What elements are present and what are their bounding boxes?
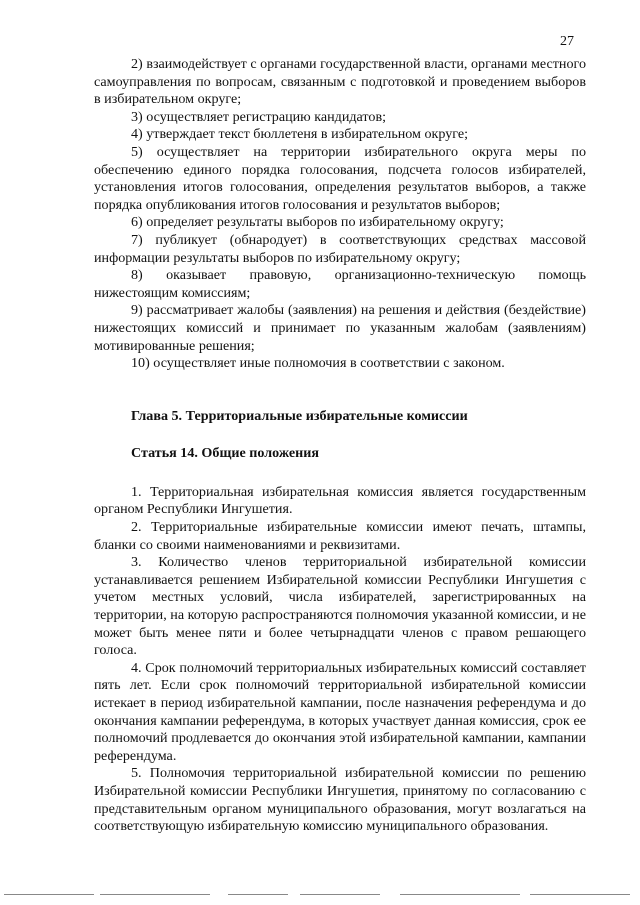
list-item: 9) рассматривает жалобы (заявления) на решения и действия (бездействие) нижестоящих комиссий и принимает по указанным жалобам (заявлениям) мотивированные решения; bbox=[94, 302, 586, 354]
list-item: 10) осуществляет иные полномочия в соответствии с законом. bbox=[131, 355, 505, 372]
article-paragraph: 4. Срок полномочий территориальных избирательных комиссий составляет пять лет. Если срок полномочий территориальной избирательной комиссии истекает в период избирательной кампании, после назначения референдума и до окончания кампании референдума, в которых участвует данная комиссия, срок ее полномочий продлевается до окончания этой избирательной кампании, кампании референдума. bbox=[94, 659, 586, 764]
list-item: 8) оказывает правовую, организационно-техническую помощь нижестоящим комиссиям; bbox=[94, 267, 586, 301]
list-item: 5) осуществляет на территории избирательного округа меры по обеспечению единого порядка голосования, подсчета голосов избирателей, установления итогов голосования, определения результатов выборов, а также порядка опубликования итогов голосования и результатов выборов; bbox=[94, 143, 586, 213]
article-paragraph: 3. Количество членов территориальной избирательной комиссии устанавливается решением Избирательной комиссии Республики Ингушетия с учетом местных условий, числа избирателей, зарегистрированных на территории, на которую распространяются полномочия указанной комиссии, и не может быть менее пяти и более четырнадцати членов с правом решающего голоса. bbox=[94, 554, 586, 659]
list-item: 4) утверждает текст бюллетеня в избирательном округе; bbox=[131, 126, 469, 143]
scan-edge-line bbox=[0, 894, 640, 896]
list-item: 3) осуществляет регистрацию кандидатов; bbox=[131, 108, 387, 125]
article-title: Статья 14. Общие положения bbox=[131, 445, 319, 462]
items-continued-list bbox=[94, 56, 586, 373]
article-paragraphs bbox=[94, 484, 586, 836]
article-paragraph: 2. Территориальные избирательные комиссии имеют печать, штампы, бланки со своими наименованиями и реквизитами. bbox=[94, 519, 586, 553]
document-body bbox=[94, 56, 586, 836]
list-item: 7) публикует (обнародует) в соответствующих средствах массовой информации результаты выборов по избирательному округу; bbox=[94, 231, 586, 266]
list-item: 2) взаимодействует с органами государственной власти, органами местного самоуправления по вопросам, связанным с подготовкой и проведением выборов в избирательном округе; bbox=[94, 56, 586, 108]
article-paragraph: 5. Полномочия территориальной избирательной комиссии по решению Избирательной комиссии Республики Ингушетия, принятому по согласованию с представительным органом муниципального образования, могут возлагаться на соответствующую избирательную комиссию муниципального образования. bbox=[94, 765, 586, 835]
page-number: 27 bbox=[560, 34, 574, 49]
article-paragraph: 1. Территориальная избирательная комиссия является государственным органом Республики Ингушетия. bbox=[94, 483, 586, 518]
list-item: 6) определяет результаты выборов по избирательному округу; bbox=[131, 214, 504, 231]
chapter-title: Глава 5. Территориальные избирательные комиссии bbox=[131, 407, 468, 424]
